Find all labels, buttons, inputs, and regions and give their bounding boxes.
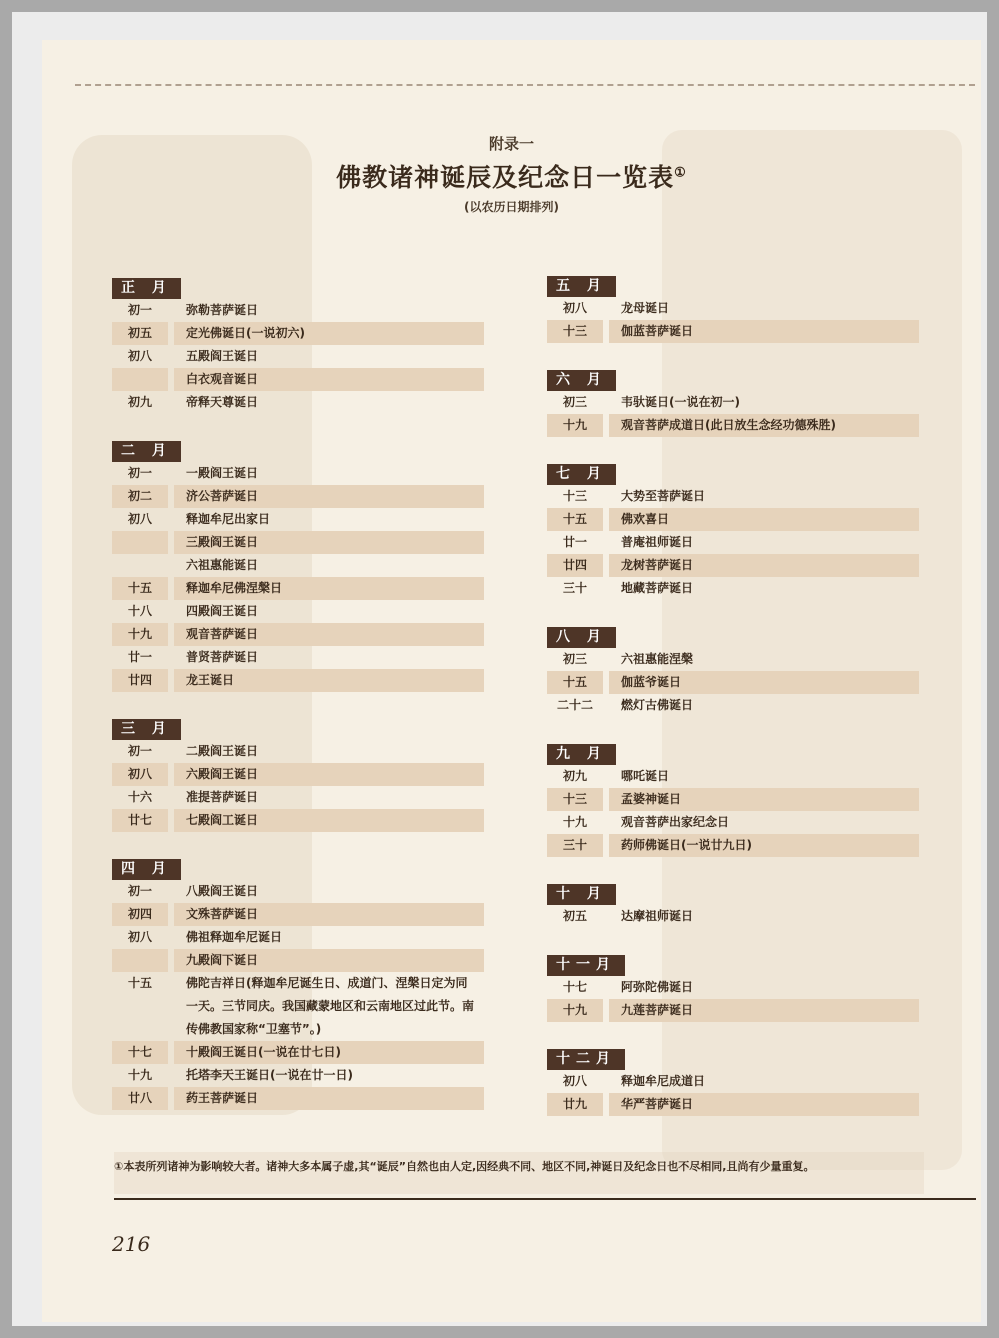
table-row — [112, 1087, 484, 1110]
top-dashed-rule — [75, 84, 975, 86]
date-cell: 十九 — [547, 414, 603, 437]
date-cell: 十五 — [127, 976, 152, 990]
table-row — [547, 485, 919, 508]
date-cell: 初九 — [127, 395, 152, 409]
date-cell — [112, 949, 168, 972]
event-cell: 药师佛诞日(一说廿九日) — [609, 834, 919, 857]
date-cell: 初二 — [112, 485, 168, 508]
table-row — [112, 299, 484, 322]
event-cell: 达摩祖师诞日 — [621, 909, 694, 923]
page-number: 216 — [112, 1232, 151, 1256]
month-heading: 七 月 — [547, 464, 616, 485]
date-cell: 十九 — [562, 815, 587, 829]
table-row — [112, 322, 484, 345]
table-row — [112, 740, 484, 763]
date-cell: 十三 — [562, 489, 587, 503]
footnote: ①本表所列诸神为影响较大者。诸神大多本属子虚,其“诞辰”自然也由人定,因经典不同、地区不同,神诞日及纪念日也不尽相同,且尚有少量重复。 — [114, 1160, 815, 1173]
month-heading: 五 月 — [547, 276, 616, 297]
table-row — [112, 600, 484, 623]
month-block — [547, 743, 919, 857]
table-row — [547, 577, 919, 600]
date-cell: 初一 — [127, 466, 152, 480]
event-cell: 帝释天尊诞日 — [186, 395, 259, 409]
event-cell: 华严菩萨诞日 — [609, 1093, 919, 1116]
table-row — [112, 669, 484, 692]
event-cell: 药王菩萨诞日 — [174, 1087, 484, 1110]
event-cell: 白衣观音诞日 — [174, 368, 484, 391]
month-heading: 十一月 — [547, 955, 625, 976]
event-cell: 佛陀吉祥日(释迦牟尼诞生日、成道门、涅槃日定为同一天。三节同庆。我国藏蒙地区和云南地区过此节。南传佛教国家称“卫塞节”。) — [186, 976, 475, 1036]
date-cell: 十八 — [127, 604, 152, 618]
date-cell: 初八 — [127, 512, 152, 526]
table-row — [112, 345, 484, 368]
table-row — [112, 763, 484, 786]
event-cell: 六祖惠能涅槃 — [621, 652, 694, 666]
table-row — [112, 786, 484, 809]
right-column — [547, 275, 919, 1142]
title-footnote-mark: ① — [674, 165, 687, 181]
date-cell: 十七 — [562, 980, 587, 994]
date-cell: 十九 — [127, 1068, 152, 1082]
event-cell: 二殿阎王诞日 — [186, 744, 259, 758]
date-cell: 十九 — [547, 999, 603, 1022]
table-row — [547, 765, 919, 788]
table-row — [112, 368, 484, 391]
table-row — [547, 414, 919, 437]
date-cell: 二十二 — [556, 698, 593, 712]
date-cell: 十五 — [547, 671, 603, 694]
table-row — [112, 646, 484, 669]
month-block — [112, 440, 484, 692]
event-cell: 十殿阎王诞日(一说在廿七日) — [174, 1041, 484, 1064]
table-row — [547, 554, 919, 577]
table-row — [547, 788, 919, 811]
title-text: 佛教诸神诞辰及纪念日一览表 — [336, 163, 675, 192]
table-row — [547, 1093, 919, 1116]
date-cell: 十九 — [112, 623, 168, 646]
date-cell — [112, 554, 168, 577]
table-row — [112, 809, 484, 832]
event-cell: 哪吒诞日 — [621, 769, 670, 783]
date-cell: 初八 — [562, 301, 587, 315]
date-cell: 十五 — [547, 508, 603, 531]
table-row — [547, 811, 919, 834]
date-cell: 初八 — [127, 930, 152, 944]
month-block — [112, 718, 484, 832]
event-cell: 龙母诞日 — [621, 301, 670, 315]
event-cell: 观音菩萨出家纪念日 — [621, 815, 730, 829]
event-cell: 九莲菩萨诞日 — [609, 999, 919, 1022]
month-block — [547, 883, 919, 928]
date-cell: 初三 — [562, 395, 587, 409]
month-block — [547, 1048, 919, 1116]
event-cell: 六祖惠能诞日 — [186, 558, 259, 572]
table-row — [112, 554, 484, 577]
date-cell: 廿一 — [562, 535, 587, 549]
event-cell: 阿弥陀佛诞日 — [621, 980, 694, 994]
event-cell: 燃灯古佛诞日 — [621, 698, 694, 712]
event-cell: 释迦牟尼出家日 — [186, 512, 271, 526]
month-block — [112, 858, 484, 1110]
month-heading: 三 月 — [112, 719, 181, 740]
event-cell: 定光佛诞日(一说初六) — [174, 322, 484, 345]
date-cell: 三十 — [547, 834, 603, 857]
event-cell: 释迦牟尼佛涅槃日 — [174, 577, 484, 600]
date-cell: 初三 — [562, 652, 587, 666]
appendix-label: 附录一 — [488, 135, 534, 153]
month-heading: 六 月 — [547, 370, 616, 391]
event-cell: 释迦牟尼成道日 — [621, 1074, 706, 1088]
event-cell: 伽蓝菩萨诞日 — [609, 320, 919, 343]
page-subtitle: (以农历日期排列) — [464, 200, 559, 214]
event-cell: 一殿阎王诞日 — [186, 466, 259, 480]
month-heading: 八 月 — [547, 627, 616, 648]
date-cell: 十三 — [547, 788, 603, 811]
date-cell: 初一 — [127, 303, 152, 317]
event-cell: 托塔李天王诞日(一说在廿一日) — [186, 1068, 353, 1082]
table-row — [112, 926, 484, 949]
table-row — [112, 972, 484, 1041]
date-cell: 廿九 — [547, 1093, 603, 1116]
table-row — [547, 905, 919, 928]
table-row — [547, 320, 919, 343]
date-cell: 十五 — [112, 577, 168, 600]
table-row — [547, 531, 919, 554]
event-cell: 伽蓝爷诞日 — [609, 671, 919, 694]
event-cell: 四殿阎王诞日 — [186, 604, 259, 618]
event-cell: 六殿阎王诞日 — [174, 763, 484, 786]
table-row — [112, 903, 484, 926]
date-cell — [112, 368, 168, 391]
date-cell — [112, 531, 168, 554]
month-block — [547, 275, 919, 343]
date-cell: 初五 — [112, 322, 168, 345]
month-heading: 九 月 — [547, 744, 616, 765]
date-cell: 初八 — [562, 1074, 587, 1088]
book-page — [42, 40, 981, 1322]
bottom-rule — [114, 1198, 976, 1200]
event-cell: 观音菩萨诞日 — [174, 623, 484, 646]
event-cell: 龙树菩萨诞日 — [609, 554, 919, 577]
event-cell: 佛欢喜日 — [609, 508, 919, 531]
month-block — [547, 954, 919, 1022]
event-cell: 三殿阎王诞日 — [174, 531, 484, 554]
event-cell: 八殿阎王诞日 — [186, 884, 259, 898]
table-row — [547, 999, 919, 1022]
date-cell: 初八 — [127, 349, 152, 363]
event-cell: 弥勒菩萨诞日 — [186, 303, 259, 317]
table-row — [547, 1070, 919, 1093]
table-row — [112, 485, 484, 508]
page-title — [42, 158, 981, 194]
month-heading: 十二月 — [547, 1049, 625, 1070]
table-row — [547, 834, 919, 857]
table-row — [547, 648, 919, 671]
date-cell: 初四 — [112, 903, 168, 926]
date-cell: 廿一 — [127, 650, 152, 664]
table-row — [112, 1064, 484, 1087]
table-row — [112, 623, 484, 646]
event-cell: 龙王诞日 — [174, 669, 484, 692]
month-block — [547, 369, 919, 437]
month-heading: 四 月 — [112, 859, 181, 880]
table-row — [112, 391, 484, 414]
event-cell: 五殿阎王诞日 — [186, 349, 259, 363]
date-cell: 初八 — [112, 763, 168, 786]
date-cell: 廿七 — [112, 809, 168, 832]
page-frame — [12, 12, 987, 1326]
event-cell: 准提菩萨诞日 — [186, 790, 259, 804]
table-row — [547, 694, 919, 717]
left-column — [112, 277, 484, 1136]
date-cell: 三十 — [562, 581, 587, 595]
event-cell: 九殿阎下诞日 — [174, 949, 484, 972]
event-cell: 普贤菩萨诞日 — [186, 650, 259, 664]
event-cell: 济公菩萨诞日 — [174, 485, 484, 508]
event-cell: 地藏菩萨诞日 — [621, 581, 694, 595]
event-cell: 七殿阎工诞日 — [174, 809, 484, 832]
month-heading: 二 月 — [112, 441, 181, 462]
table-row — [112, 949, 484, 972]
date-cell: 廿四 — [112, 669, 168, 692]
event-cell: 普庵祖师诞日 — [621, 535, 694, 549]
table-row — [112, 1041, 484, 1064]
month-block — [547, 463, 919, 600]
date-cell: 十三 — [547, 320, 603, 343]
month-block — [547, 626, 919, 717]
event-cell: 文殊菩萨诞日 — [174, 903, 484, 926]
event-cell: 孟婆神诞日 — [609, 788, 919, 811]
event-cell: 佛祖释迦牟尼诞日 — [186, 930, 283, 944]
table-row — [112, 508, 484, 531]
date-cell: 十七 — [112, 1041, 168, 1064]
table-row — [547, 297, 919, 320]
table-row — [112, 462, 484, 485]
event-cell: 观音菩萨成道日(此日放生念经功德殊胜) — [609, 414, 919, 437]
month-block — [112, 277, 484, 414]
date-cell: 初九 — [562, 769, 587, 783]
date-cell: 初一 — [127, 744, 152, 758]
date-cell: 廿八 — [112, 1087, 168, 1110]
event-cell: 大势至菩萨诞日 — [621, 489, 706, 503]
date-cell: 廿四 — [547, 554, 603, 577]
month-heading: 正 月 — [112, 278, 181, 299]
table-row — [547, 976, 919, 999]
table-row — [112, 577, 484, 600]
date-cell: 十六 — [127, 790, 152, 804]
event-cell: 韦驮诞日(一说在初一) — [621, 395, 740, 409]
month-heading: 十 月 — [547, 884, 616, 905]
table-row — [547, 391, 919, 414]
date-cell: 初一 — [127, 884, 152, 898]
date-cell: 初五 — [562, 909, 587, 923]
table-row — [112, 531, 484, 554]
table-row — [112, 880, 484, 903]
table-row — [547, 671, 919, 694]
table-row — [547, 508, 919, 531]
